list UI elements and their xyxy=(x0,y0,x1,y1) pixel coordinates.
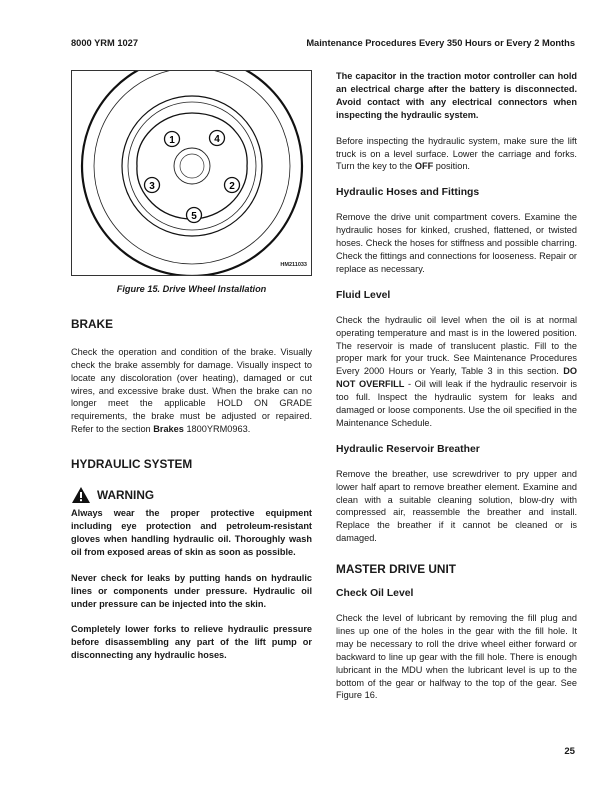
bolt-label-3 xyxy=(145,178,160,193)
bolt-label-1 xyxy=(165,132,180,147)
figure-tag: HM211033 xyxy=(280,262,307,269)
right-column xyxy=(336,70,577,702)
bolt-label-2 xyxy=(225,178,240,193)
mdu-paragraph: Check the level of lubricant by removing the fill plug and lines up one of the holes in the gear with the fill hole. It may be necessary to roll the drive wheel either forward or backward to line up gear with the fill hole. There is enough lubricant in the MDU when the lubricant level is up to the bottom of the gear or halfway to the top of the gear. See Figure 16. xyxy=(336,613,577,701)
figure-caption: Figure 15. Drive Wheel Installation xyxy=(116,284,267,294)
svg-text:2: 2 xyxy=(229,181,235,192)
warning-leaks: Never check for leaks by putting hands on hydraulic lines or components under pressure. Hydraulic oil under pressure can be injected into the skin. xyxy=(71,572,312,609)
bolt-label-5 xyxy=(187,208,202,223)
svg-text:3: 3 xyxy=(149,181,155,192)
header-doc-code: 8000 YRM 1027 xyxy=(71,38,139,48)
tire-outer-edge xyxy=(82,71,302,275)
breather-paragraph: Remove the breather, use screwdriver to pry upper and lower half apart to remove breather element. Examine and clean with a suitable cleaning solution, blow-dry with compressed air, reassemble the breather and install. Replace the breather if it cannot be cleaned or is damaged. xyxy=(336,468,577,544)
warning-label: WARNING xyxy=(97,487,155,502)
mdu-heading: MASTER DRIVE UNIT xyxy=(336,562,456,577)
svg-text:4: 4 xyxy=(214,134,220,145)
bolt-plate xyxy=(137,113,247,219)
svg-text:1: 1 xyxy=(169,135,175,146)
drive-wheel-figure xyxy=(71,70,312,276)
fluid-level-paragraph: Check the hydraulic oil level when the oil is at normal operating temperature and mast is in the lowered position. The reservoir is made of translucent plastic. Fill to the proper mark for your truck. See Maintenance Procedures Every 2000 Hours or Yearly, Table 3 in this section. DO NOT OVERFILL - Oil will leak if the hydraulic reservoir is too full. Inspect the hydraulic system for leaks and damaged or loose components. Use the oil specified in the Maintenance Schedule. xyxy=(336,314,577,428)
warning-heading xyxy=(71,486,312,504)
drive-wheel-illustration xyxy=(72,71,311,275)
brake-paragraph: Check the operation and condition of the brake. Visually check the brake assembly for damage. Visually inspect to locate any discoloration (over heating), damaged or cut wires, and excessive brake dust. When the brake can no longer meet the applicable HOLD ON GRADE requirements, the brake must be adjusted or repaired. Refer to the section Brakes 1800YRM0963. xyxy=(71,346,312,435)
center-cap xyxy=(180,154,204,178)
fluid-level-heading: Fluid Level xyxy=(336,289,391,301)
breather-heading: Hydraulic Reservoir Breather xyxy=(336,443,480,455)
warning-lower-forks: Completely lower forks to relieve hydraulic pressure before disassembling any part of the lift pump or disconnecting any hydraulic hoses. xyxy=(71,624,312,661)
warning-triangle-icon xyxy=(71,486,91,504)
bolt-label-4 xyxy=(210,131,225,146)
left-column xyxy=(71,70,312,662)
capacitor-warning: The capacitor in the traction motor controller can hold an electrical charge after the battery is disconnected. Avoid contact with any electrical connectors when inspecting the hydraulic system. xyxy=(336,71,577,120)
tire-inner-edge xyxy=(94,71,290,264)
warning-protective-equipment: Always wear the proper protective equipment including eye protection and petroleum-resistant gloves when handling hydraulic oil. Thoroughly wash oil from exposed areas of skin as soon as possible. xyxy=(71,508,312,557)
hydraulic-system-heading: HYDRAULIC SYSTEM xyxy=(71,457,193,472)
header-section-title: Maintenance Procedures Every 350 Hours or Every 2 Months xyxy=(306,38,575,48)
hoses-heading: Hydraulic Hoses and Fittings xyxy=(336,187,480,199)
hoses-paragraph: Remove the drive unit compartment covers. Examine the hydraulic hoses for kinked, crushed, flattened, or twisted hoses. Check the hoses for stiffness and possible charring. Check the fittings and connections for looseness. Repair or replace as necessary. xyxy=(336,212,577,274)
check-oil-level-heading: Check Oil Level xyxy=(336,588,414,600)
page-number: 25 xyxy=(564,746,575,757)
brake-heading: BRAKE xyxy=(71,316,113,331)
hydraulic-intro: Before inspecting the hydraulic system, make sure the lift truck is on a level surface. Lower the carriage and forks. Turn the key to the OFF position. xyxy=(336,135,577,172)
center-cap-ring xyxy=(174,148,210,184)
svg-text:5: 5 xyxy=(191,211,197,222)
